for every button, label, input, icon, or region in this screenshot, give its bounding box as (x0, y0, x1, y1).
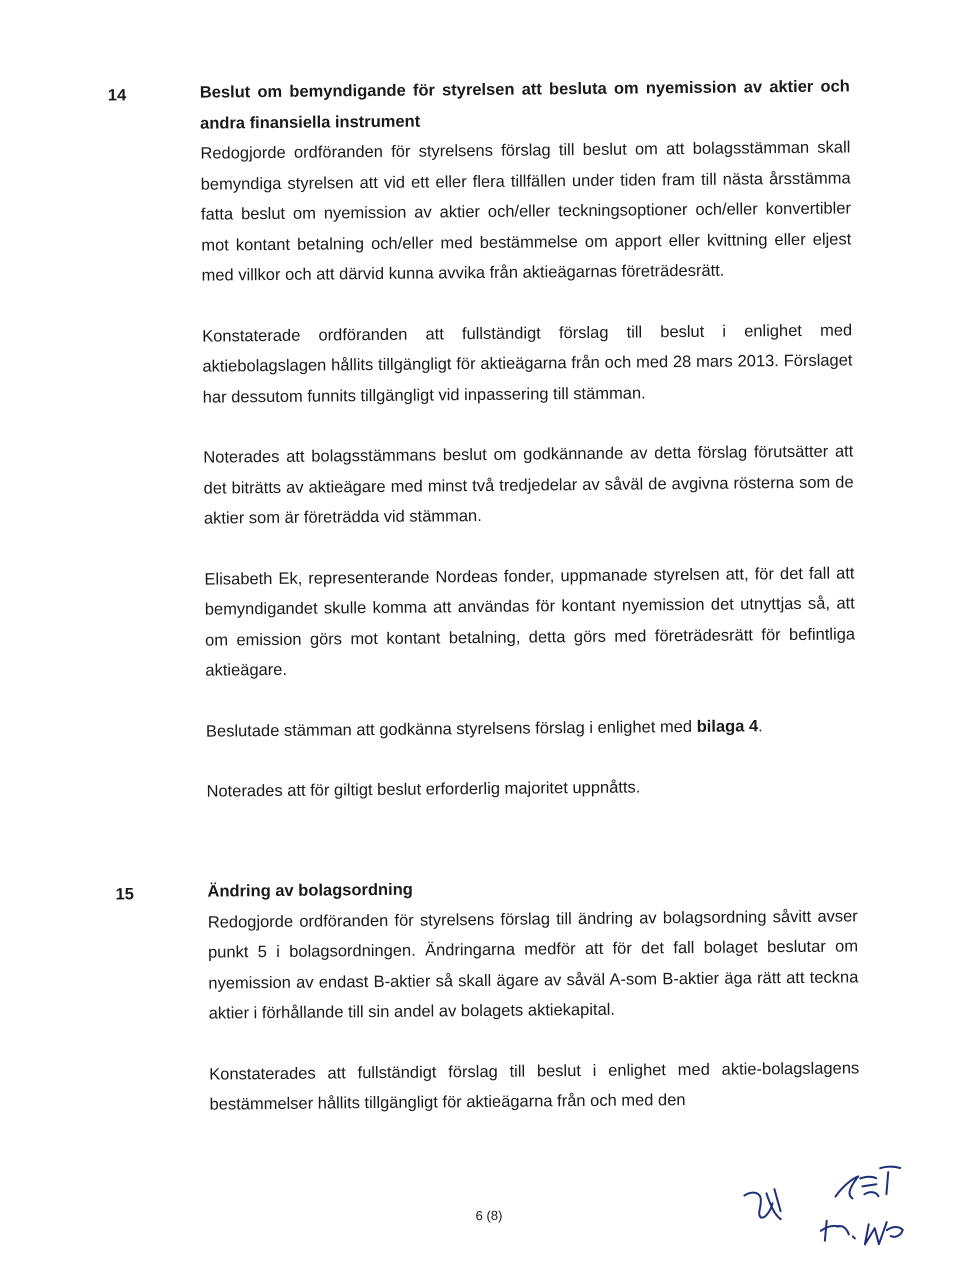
paragraph: Elisabeth Ek, representerande Nordeas fonder, uppmanade styrelsen att, för det fall att bemyndigandet skulle komma att användas för kontant nyemission det utnyttjas så, att om emission görs mot kontant betalning, detta görs med företrädesrätt för befintliga aktieägare. (204, 563, 856, 680)
section-number: 14 (107, 86, 127, 105)
paragraph: Redogjorde ordföranden för styrelsens förslag till ändring av bolagsordning såvitt avser punkt 5 i bolagsordningen. Ändringarna medför att för det fall bolaget beslutar om nyemission av endast B-aktier så skall ägare av såväl A-som B-aktier äga rätt att teckna aktier i förhållande till sin andel av bolagets aktiekapital. (207, 906, 859, 1023)
appendix-reference: bilaga 4 (696, 716, 759, 736)
decision-suffix: . (758, 716, 763, 735)
page-number: 6 (8) (475, 1207, 503, 1224)
paragraph: Noterades att för giltigt beslut erforderlig majoritet uppnåtts. (206, 778, 641, 801)
decision-text: Beslutade stämman att godkänna styrelsens förslag i enlighet med (205, 717, 697, 741)
section-number: 15 (115, 885, 134, 904)
section-14 (200, 71, 857, 807)
section-heading: Ändring av bolagsordning (207, 880, 413, 901)
paragraph: Redogjorde ordföranden för styrelsens förslag till beslut om att bolagsstämman skall bemyndiga styrelsen att vid ett eller flera tillfällen under tiden fram till nästa årsstämma fatta beslut om nyemission av aktier och/eller teckningsoptioner och/eller konvertibler mot kontant betalning och/eller med bestämmelse om apport eller kvittning eller eljest med villkor och att därvid kunna avvika från aktieägarnas företrädesrätt. (200, 138, 852, 285)
paragraph: Noterades att bolagsstämmans beslut om godkännande av detta förslag förutsätter att det biträtts av aktieägare med minst två tredjedelar av såväl de avgivna rösterna som de aktier som är företrädda vid stämman. (203, 442, 854, 528)
handwritten-initials (740, 1164, 916, 1256)
paragraph: Konstaterade ordföranden att fullständigt förslag till beslut i enlighet med aktiebolagslagen hållits tillgängligt för aktieägarna från och med 28 mars 2013. Förslaget har dessutom funnits tillgängligt vid inpassering till stämman. (202, 320, 853, 407)
decision-paragraph (206, 710, 856, 747)
paragraph: Konstaterades att fullständigt förslag till beslut i enlighet med aktie-bolagslagens bestämmelser hållits tillgängligt för aktieägarna från och med den (209, 1058, 860, 1114)
section-15 (207, 870, 859, 1120)
section-heading: Beslut om bemyndigande för styrelsen att besluta om nyemission av aktier och andra finansiella instrument (199, 77, 850, 133)
